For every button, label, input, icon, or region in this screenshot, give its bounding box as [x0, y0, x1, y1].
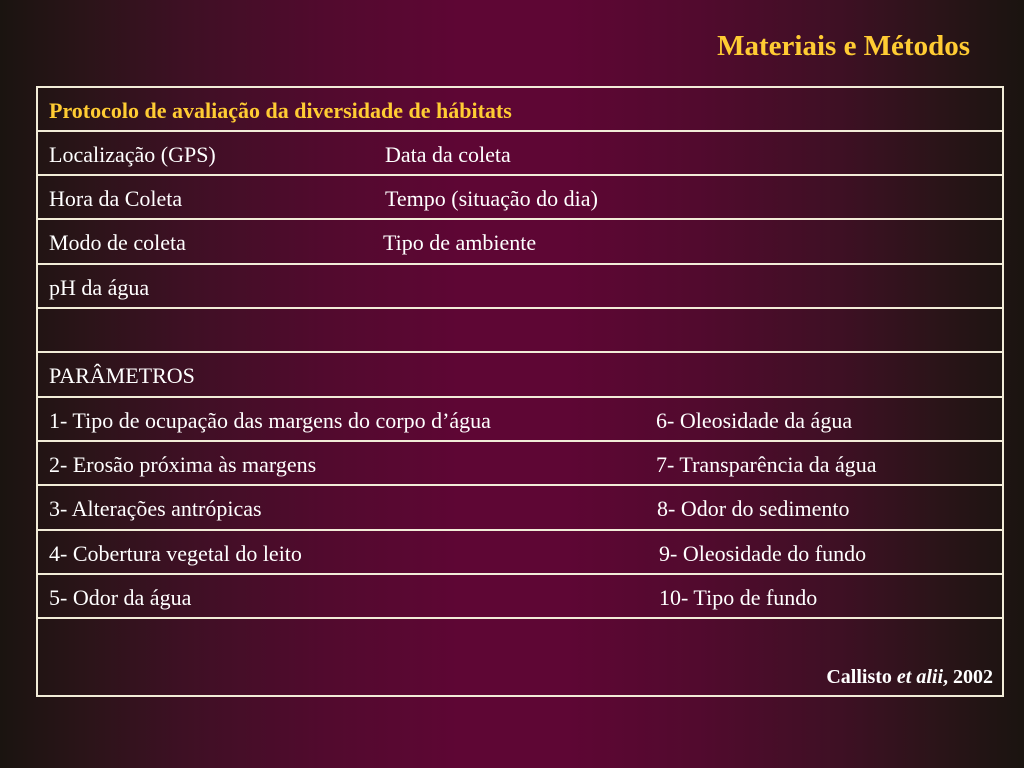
table-row — [38, 442, 1002, 486]
table-header: Protocolo de avaliação da diversidade de hábitats — [49, 98, 512, 123]
table-row — [38, 531, 1002, 575]
info-left: pH da água — [49, 275, 150, 300]
param-left: 1- Tipo de ocupação das margens do corpo d’água — [49, 408, 491, 433]
citation-year: , 2002 — [943, 666, 993, 688]
citation-etal: et alii — [896, 666, 943, 688]
param-left: 4- Cobertura vegetal do leito — [49, 541, 302, 566]
table-row — [38, 265, 1002, 309]
citation-author: Callisto — [826, 666, 892, 688]
slide-title: Materiais e Métodos — [717, 30, 970, 62]
info-right: Data da coleta — [385, 142, 511, 167]
table-row — [38, 220, 1002, 265]
info-left: Localização (GPS) — [49, 142, 216, 167]
parameters-label: PARÂMETROS — [49, 363, 195, 388]
table-row — [38, 176, 1002, 220]
param-left: 5- Odor da água — [49, 585, 192, 610]
param-right: 6- Oleosidade da água — [656, 408, 853, 433]
table-row — [38, 132, 1002, 176]
table-row — [38, 398, 1002, 442]
info-left: Modo de coleta — [49, 230, 186, 255]
param-right: 7- Transparência da água — [656, 452, 877, 477]
parameters-label-row — [38, 353, 1002, 398]
param-right: 8- Odor do sedimento — [657, 496, 850, 521]
table-row — [38, 575, 1002, 619]
info-left: Hora da Coleta — [49, 186, 183, 211]
param-right: 10- Tipo de fundo — [659, 585, 818, 610]
citation — [826, 667, 993, 687]
citation-row — [38, 619, 1002, 695]
param-right: 9- Oleosidade do fundo — [659, 541, 867, 566]
info-right: Tipo de ambiente — [383, 230, 537, 255]
table-header-row — [38, 88, 1002, 132]
param-left: 3- Alterações antrópicas — [49, 496, 262, 521]
param-left: 2- Erosão próxima às margens — [49, 452, 317, 477]
empty-row — [38, 309, 1002, 353]
info-right: Tempo (situação do dia) — [385, 186, 598, 211]
protocol-table — [36, 86, 1004, 697]
table-row — [38, 486, 1002, 531]
